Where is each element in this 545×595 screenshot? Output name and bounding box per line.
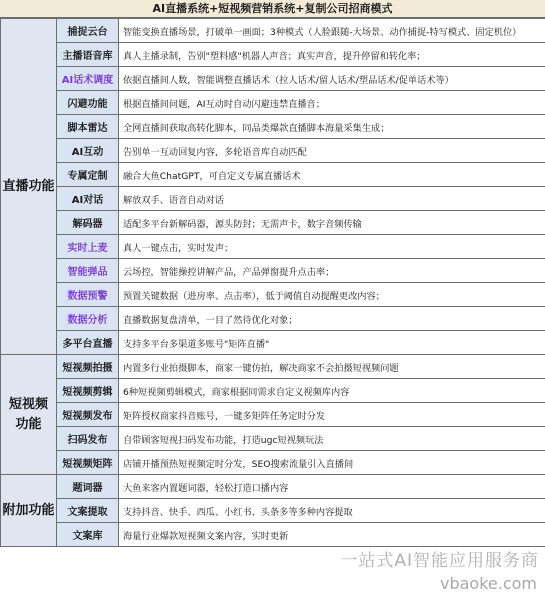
table-row	[1, 259, 545, 283]
table-row	[1, 163, 545, 187]
feature-table	[0, 18, 545, 547]
feature-name: 捕捉云台	[57, 19, 119, 43]
feature-description: 6种短视频剪辑模式，商家根据同需求自定义视频库内容	[119, 379, 545, 403]
feature-description: 告别单一互动回复内容，多轮语音库自动匹配	[119, 139, 545, 163]
table-row	[1, 523, 545, 547]
feature-name: 文案提取	[57, 499, 119, 523]
feature-description: 预置关键数据（进房率、点击率），低于阈值自动提醒更改内容；	[119, 283, 545, 307]
table-row	[1, 115, 545, 139]
feature-description: 矩阵授权商家抖音账号，一键多矩阵任务定时分发	[119, 403, 545, 427]
feature-description: 云场控，智能操控讲解产品，产品弹窗提升点击率；	[119, 259, 545, 283]
feature-description: 真人一键点击，实时发声；	[119, 235, 545, 259]
feature-name: AI互动	[57, 139, 119, 163]
feature-name: 多平台直播	[57, 331, 119, 355]
feature-name: 脚本雷达	[57, 115, 119, 139]
feature-description: 解放双手、语音自动对话	[119, 187, 545, 211]
table-row	[1, 283, 545, 307]
watermark-slogan: 一站式AI智能应用服务商	[340, 551, 539, 571]
feature-description: 自带顾客短视扫码发布功能，打造ugc短视频玩法	[119, 427, 545, 451]
table-row	[1, 499, 545, 523]
feature-name: 数据预警	[57, 283, 119, 307]
feature-name: 主播语音库	[57, 43, 119, 67]
feature-name: 文案库	[57, 523, 119, 547]
feature-name: 数据分析	[57, 307, 119, 331]
feature-name: 短视频拍摄	[57, 355, 119, 379]
feature-name: 短视频发布	[57, 403, 119, 427]
feature-name: 短视频剪辑	[57, 379, 119, 403]
table-row	[1, 427, 545, 451]
table-row	[1, 67, 545, 91]
table-row	[1, 307, 545, 331]
feature-description: 直播数据复盘清单，一目了然待优化对象；	[119, 307, 545, 331]
table-row	[1, 379, 545, 403]
feature-name: 扫码发布	[57, 427, 119, 451]
feature-description: 大鱼来客内置题词器，轻松打造口播内容	[119, 475, 545, 499]
table-row	[1, 355, 545, 379]
page-title: AI直播系统+短视频营销系统+复制公司招商模式	[0, 0, 545, 18]
table-row	[1, 235, 545, 259]
feature-name: AI话术调度	[57, 67, 119, 91]
feature-name: 实时上麦	[57, 235, 119, 259]
table-row	[1, 91, 545, 115]
feature-description: 依据直播间人数，智能调整直播话术（拉人话术/留人话术/塑品话术/促单话术等）	[119, 67, 545, 91]
feature-description: 支持多平台多渠道多账号"矩阵直播"	[119, 331, 545, 355]
table-row	[1, 139, 545, 163]
feature-description: 内置多行业拍摄脚本，商家一键仿拍，解决商家不会拍摄短视频问题	[119, 355, 545, 379]
table-row	[1, 43, 545, 67]
feature-name: 解码器	[57, 211, 119, 235]
feature-description: 全网直播间获取高转化脚本，同品类爆款直播脚本海量采集生成；	[119, 115, 545, 139]
table-row	[1, 187, 545, 211]
table-row	[1, 211, 545, 235]
feature-description: 真人主播录制，告别"塑料感"机器人声音；真实声音，提升停留和转化率；	[119, 43, 545, 67]
table-row	[1, 451, 545, 475]
feature-name: 题词器	[57, 475, 119, 499]
feature-name: 智能弹品	[57, 259, 119, 283]
feature-description: 店铺开播预热短视频定时分发，SEO搜索流量引入直播间	[119, 451, 545, 475]
feature-description: 海量行业爆款短视频文案内容，实时更新	[119, 523, 545, 547]
feature-name: 专属定制	[57, 163, 119, 187]
feature-name: 短视频矩阵	[57, 451, 119, 475]
watermark-domain: vbaoke.com	[439, 574, 537, 593]
table-row	[1, 403, 545, 427]
feature-name: AI对话	[57, 187, 119, 211]
table-row	[1, 331, 545, 355]
feature-description: 支持抖音、快手、西瓜、小红书、头条多等多种内容提取	[119, 499, 545, 523]
table-row	[1, 19, 545, 43]
feature-description: 适配多平台新解码器，源头防封；无需声卡，数字音频传输	[119, 211, 545, 235]
category-cell: 直播功能	[1, 19, 57, 355]
feature-description: 智能变换直播场景，打破单一画面；3种模式（人脸跟随-大场景、动作捕捉-特写模式、固定机位）	[119, 19, 545, 43]
table-row	[1, 475, 545, 499]
category-cell: 短视频 功能	[1, 355, 57, 475]
feature-description: 融合大鱼ChatGPT，可自定义专属直播话术	[119, 163, 545, 187]
category-cell: 附加功能	[1, 475, 57, 547]
feature-description: 根据直播间问题，AI互动时自动闪避违禁直播音；	[119, 91, 545, 115]
feature-name: 闪避功能	[57, 91, 119, 115]
